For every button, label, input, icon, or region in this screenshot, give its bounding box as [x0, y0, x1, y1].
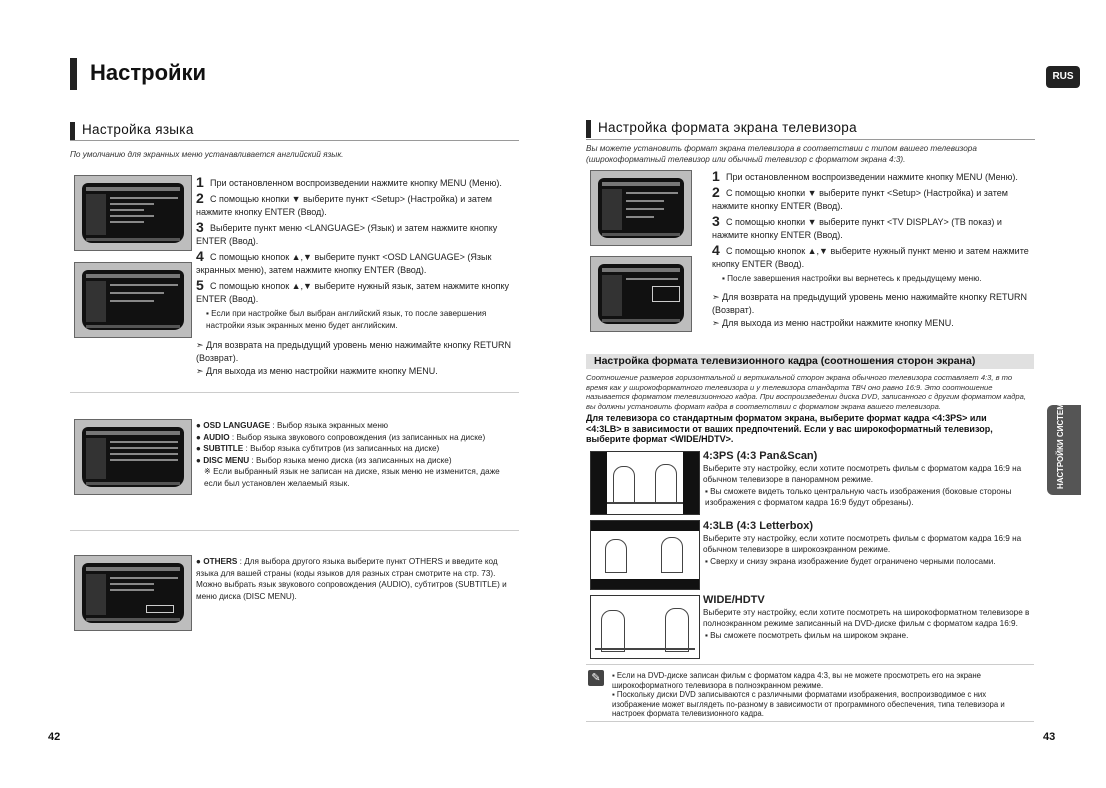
- steps-list-language: [196, 176, 522, 378]
- option-subtitle: ● SUBTITLE : Выбор языка субтитров (из записанных на диске): [196, 444, 440, 453]
- step: 3 Выберите пункт меню <LANGUAGE> (Язык) и затем нажмите кнопку ENTER (Ввод).: [196, 219, 498, 246]
- mode-4-3ps: 4:3PS (4:3 Pan&Scan) Выберите эту настройку, если хотите посмотреть фильм с форматом кадра 16:9 на обычном телевизоре в панорамном режиме. ▪ Вы сможете видеть только центральную часть изображения (боковые стороны изображения с форматом кадра 16:9 будут обрезаны).: [703, 450, 1022, 507]
- illustration-wide-hdtv: [590, 595, 700, 659]
- language-options-list: [196, 420, 522, 489]
- option-audio: ● AUDIO : Выбор языка звукового сопровождения (из записанных на диске): [196, 432, 486, 442]
- arrow-icon: ➣: [712, 291, 723, 302]
- sub-section-title-bar: [586, 354, 1034, 369]
- option-disc-menu: ● DISC MENU : Выбор языка меню диска (из записанных на диске): [196, 455, 452, 465]
- step: 1 При остановленном воспроизведении нажмите кнопку MENU (Меню).: [196, 174, 502, 190]
- tip-exit: ➣ Для выхода из меню настройки нажмите кнопку MENU.: [196, 366, 438, 376]
- section-intro: По умолчанию для экранных меню устанавливается английский язык.: [70, 150, 344, 159]
- bottom-notes: ▪ Если на DVD-диске записан фильм с форматом кадра 4:3, вы не можете просмотреть его на экране широкоформатного телевизора в полноэкранном режиме. ▪ Поскольку диски DVD записываются с различными форматами изображения, воспроизводимое с них изображение может выглядеть по-разному в зависимости от программного обеспечения, типа телевизора и настроек формата телевизионного кадра.: [612, 671, 1005, 718]
- step: 2 С помощью кнопки ▼ выберите пункт <Setup> (Настройка) и затем нажмите кнопку ENTER (Ввод).: [196, 190, 492, 217]
- step: 1 При остановленном воспроизведении нажмите кнопку MENU (Меню).: [712, 168, 1018, 184]
- step: 2 С помощью кнопки ▼ выберите пункт <Setup> (Настройка) и затем нажмите кнопку ENTER (Ввод).: [712, 184, 1008, 211]
- divider: [70, 530, 519, 531]
- title-bar-marker: [70, 58, 77, 90]
- mode-wide-hdtv: WIDE/HDTV Выберите эту настройку, если хотите посмотреть на широкоформатном телевизоре в полноэкранном режиме записанный на DVD-диске фильм с форматом кадра 16:9. ▪ Вы сможете посмотреть фильм на широком экране.: [703, 594, 1030, 640]
- menu-screenshot-6: [590, 256, 692, 332]
- bold-note: Для телевизора со стандартным форматом экрана, выберите формат кадра <4:3PS> или <4:3LB> в зависимости от ваших предпочтений. Если у вас широкоформатный телевизор, выберите формат <WIDE/HDTV>.: [586, 413, 993, 444]
- sub-section-intro: Соотношение размеров горизонтальной и вертикальной сторон экрана обычного телевизора составляет 4:3, в то время как у широкоформатного телевизора и у телевизора стандарта ТВЧ оно равно 16:9. Это соотношение называется форматом телевизионного кадра. При воспроизведении диска DVD, записанного с другим форматом кадра, вы должны установить формат кадра в соответствии с форматом экрана вашего телевизора.: [586, 373, 1026, 411]
- step: 4 С помощью кнопок ▲,▼ выберите пункт <OSD LANGUAGE> (Язык экранных меню), затем нажмите кнопку ENTER (Ввод).: [196, 248, 492, 275]
- divider: [70, 140, 519, 141]
- divider: [586, 664, 1034, 665]
- arrow-icon: ➣: [196, 340, 207, 350]
- sub-section-title: Настройка формата телевизионного кадра (соотношения сторон экрана): [594, 355, 976, 367]
- section-marker: [70, 122, 75, 140]
- menu-screenshot-3: [74, 419, 192, 495]
- divider: [586, 139, 1035, 140]
- step-note: ▪ Если при настройке был выбран английский язык, то после завершения настройки язык экранных меню будет английским.: [206, 309, 487, 330]
- illustration-4-3lb: [590, 520, 700, 590]
- menu-screenshot-5: [590, 170, 692, 246]
- chapter-side-tab: НАСТРОЙКИ СИСТЕМЫ: [1047, 405, 1081, 495]
- menu-screenshot-1: [74, 175, 192, 251]
- section-title-tv-display: Настройка формата экрана телевизора: [598, 120, 857, 135]
- page-number-right: 43: [1043, 731, 1056, 743]
- tip-exit: ➣ Для выхода из меню настройки нажмите кнопку MENU.: [712, 317, 954, 328]
- language-badge: RUS: [1046, 66, 1080, 88]
- page-number-left: 42: [48, 731, 61, 743]
- illustration-4-3ps: [590, 451, 700, 515]
- section-title-language: Настройка языка: [82, 122, 194, 137]
- arrow-icon: ➣: [196, 366, 207, 376]
- note-icon: ✎: [588, 670, 604, 686]
- step-note: ▪ После завершения настройки вы вернетесь к предыдущему меню.: [722, 274, 982, 283]
- step: 5 С помощью кнопок ▲,▼ выберите нужный язык, затем нажмите кнопку ENTER (Ввод).: [196, 277, 510, 304]
- step: 4 С помощью кнопок ▲,▼ выберите нужный пункт меню и затем нажмите кнопку ENTER (Ввод).: [712, 242, 1029, 269]
- divider: [586, 721, 1034, 722]
- option-osd-language: ● OSD LANGUAGE : Выбор языка экранных меню: [196, 421, 389, 430]
- section-marker: [586, 120, 591, 138]
- steps-list-tv: [712, 170, 1032, 330]
- divider: [70, 392, 519, 393]
- tip-return: ➣ Для возврата на предыдущий уровень меню нажимайте кнопку RETURN (Возврат).: [712, 291, 1027, 315]
- tip-return: ➣ Для возврата на предыдущий уровень меню нажимайте кнопку RETURN (Возврат).: [196, 340, 511, 363]
- mode-4-3lb: 4:3LB (4:3 Letterbox) Выберите эту настройку, если хотите посмотреть фильм с форматом кадра 16:9 на обычном телевизоре в широкоэкранном режиме. ▪ Сверху и снизу экрана изображение будет ограничено черными полосами.: [703, 520, 1022, 566]
- options-note: ※ Если выбранный язык не записан на диске, язык меню не изменится, даже если был установлен желаемый язык.: [204, 467, 500, 488]
- step: 3 С помощью кнопки ▼ выберите пункт <TV DISPLAY> (ТВ показ) и нажмите кнопку ENTER (Ввод).: [712, 213, 1002, 240]
- section-intro: Вы можете установить формат экрана телевизора в соответствии с типом вашего телевизора (широкоформатный телевизор или обычный телевизор с форматом экрана 4:3).: [586, 144, 977, 164]
- others-option: ● OTHERS : Для выбора другого языка выберите пункт OTHERS и введите код языка для вашей страны (коды языков для разных стран смотрите на стр. 73). Можно выбрать язык звукового сопровождения (AUDIO), субтитров (SUBTITLE) и меню диска (DISC MENU).: [196, 557, 507, 601]
- page-title: Настройки: [90, 60, 207, 85]
- menu-screenshot-2: [74, 262, 192, 338]
- arrow-icon: ➣: [712, 317, 723, 328]
- menu-screenshot-4: [74, 555, 192, 631]
